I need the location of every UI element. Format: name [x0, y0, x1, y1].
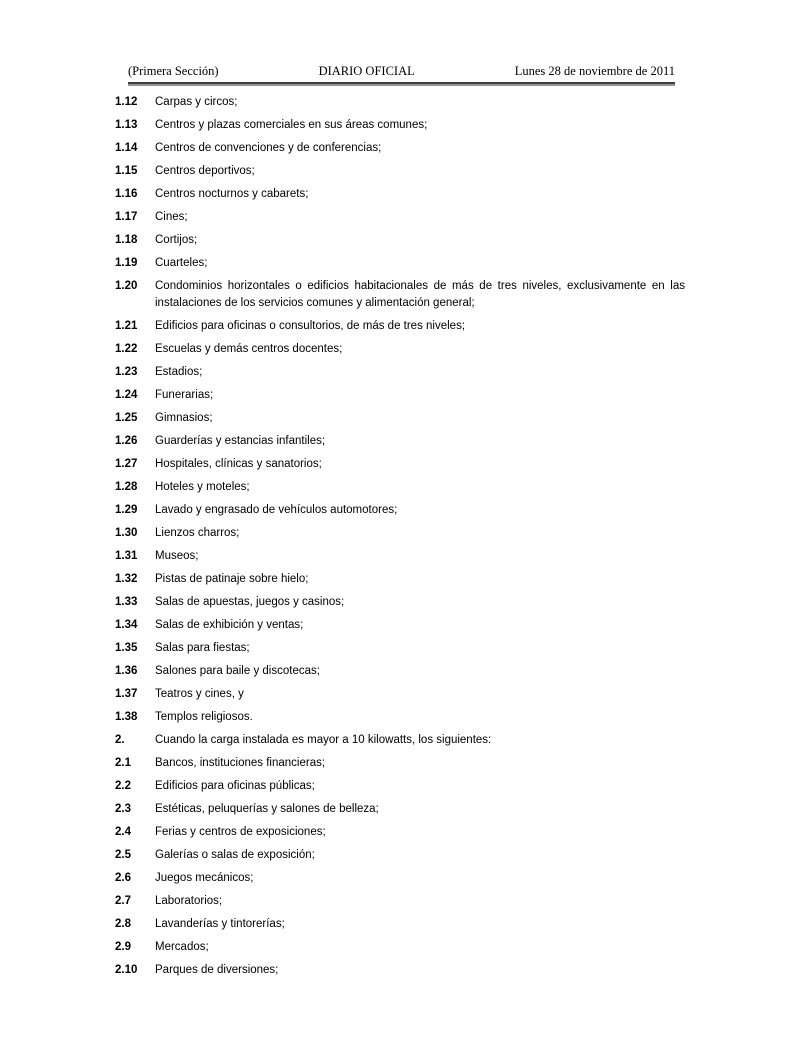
list-item-text: Museos; — [155, 550, 199, 562]
list-item — [115, 778, 685, 795]
list-item-text: Cuando la carga instalada es mayor a 10 kilowatts, los siguientes: — [155, 734, 492, 746]
list-item — [115, 117, 685, 134]
list-item-number: 2.4 — [115, 826, 131, 838]
list-item-text: Carpas y circos; — [155, 96, 238, 108]
list-item — [115, 617, 685, 634]
list-item-text: Pistas de patinaje sobre hielo; — [155, 573, 309, 585]
list-item-number: 1.28 — [115, 481, 138, 493]
list-item — [115, 255, 685, 272]
list-item — [115, 962, 685, 979]
list-item — [115, 186, 685, 203]
list-item — [115, 755, 685, 772]
list-item-text: Estadios; — [155, 366, 203, 378]
list-item-text: Edificios para oficinas o consultorios, de más de tres niveles; — [155, 320, 466, 332]
list-item-text: Condominios horizontales o edificios habitacionales de más de tres niveles, exclusivamente en las instalaciones de los servicios comunes y alimentación general; — [155, 280, 685, 309]
list-item-number: 2.5 — [115, 849, 131, 861]
list-item-text: Salas de exhibición y ventas; — [155, 619, 304, 631]
list-item-number: 1.15 — [115, 165, 138, 177]
list-item-number: 1.12 — [115, 96, 138, 108]
list-item-text: Salas de apuestas, juegos y casinos; — [155, 596, 345, 608]
header-rule — [128, 82, 675, 86]
list-item-number: 1.23 — [115, 366, 138, 378]
list-item — [115, 939, 685, 956]
list-item-text: Bancos, instituciones financieras; — [155, 757, 326, 769]
list-item — [115, 663, 685, 680]
list-item — [115, 456, 685, 473]
list-item — [115, 732, 685, 749]
list-item — [115, 594, 685, 611]
list-item-number: 2.10 — [115, 964, 138, 976]
list-item-number: 2.3 — [115, 803, 131, 815]
section-label: (Primera Sección) — [128, 64, 219, 78]
list-item-text: Cortijos; — [155, 234, 198, 246]
list-item — [115, 686, 685, 703]
list-item — [115, 318, 685, 335]
list-item-number: 1.35 — [115, 642, 138, 654]
list-item — [115, 364, 685, 381]
list-item — [115, 824, 685, 841]
list-item — [115, 209, 685, 226]
list-item-number: 1.34 — [115, 619, 138, 631]
list-item — [115, 870, 685, 887]
list-item-text: Galerías o salas de exposición; — [155, 849, 315, 861]
list-item-number: 1.22 — [115, 343, 138, 355]
list-item-text: Estéticas, peluquerías y salones de belleza; — [155, 803, 379, 815]
list-item — [115, 387, 685, 404]
list-item-text: Centros de convenciones y de conferencias; — [155, 142, 382, 154]
list-item-number: 1.18 — [115, 234, 138, 246]
list-item — [115, 94, 685, 111]
page-header — [128, 64, 675, 86]
list-item-number: 2.9 — [115, 941, 131, 953]
list-item-text: Cines; — [155, 211, 188, 223]
list-item-text: Mercados; — [155, 941, 209, 953]
list-item-number: 1.13 — [115, 119, 138, 131]
list-item — [115, 140, 685, 157]
list-item-number: 2.2 — [115, 780, 131, 792]
list-item — [115, 571, 685, 588]
list-item-text: Hospitales, clínicas y sanatorios; — [155, 458, 322, 470]
list-item-number: 1.19 — [115, 257, 138, 269]
list-item-text: Parques de diversiones; — [155, 964, 279, 976]
list-item-text: Centros y plazas comerciales en sus áreas comunes; — [155, 119, 428, 131]
list-item-number: 1.16 — [115, 188, 138, 200]
list-item — [115, 341, 685, 358]
list-item-number: 1.38 — [115, 711, 138, 723]
list-item — [115, 433, 685, 450]
list-item-text: Centros nocturnos y cabarets; — [155, 188, 309, 200]
publication-title: DIARIO OFICIAL — [318, 64, 415, 78]
list-item — [115, 232, 685, 249]
list-item-number: 1.17 — [115, 211, 138, 223]
list-item-number: 1.21 — [115, 320, 138, 332]
list-item — [115, 502, 685, 519]
list-item-text: Teatros y cines, y — [155, 688, 244, 700]
list-item-number: 1.31 — [115, 550, 138, 562]
list-item — [115, 847, 685, 864]
list-item-number: 1.27 — [115, 458, 138, 470]
list-item — [115, 893, 685, 910]
list-item-text: Templos religiosos. — [155, 711, 253, 723]
list-item-number: 1.24 — [115, 389, 138, 401]
list-item-number: 2. — [115, 734, 125, 746]
list-item-number: 1.30 — [115, 527, 138, 539]
list-item — [115, 163, 685, 180]
list-item-text: Hoteles y moteles; — [155, 481, 250, 493]
list-item-text: Lavanderías y tintorerías; — [155, 918, 285, 930]
date-label: Lunes 28 de noviembre de 2011 — [514, 64, 675, 78]
page-header-row — [128, 64, 675, 79]
list-item-number: 2.8 — [115, 918, 131, 930]
list-item-text: Edificios para oficinas públicas; — [155, 780, 315, 792]
list-item-text: Funerarias; — [155, 389, 214, 401]
list-item-number: 1.37 — [115, 688, 138, 700]
ordinance-list — [115, 94, 685, 985]
list-item — [115, 525, 685, 542]
list-item-number: 1.26 — [115, 435, 138, 447]
list-item-text: Lienzos charros; — [155, 527, 240, 539]
list-item — [115, 278, 685, 312]
list-item-text: Lavado y engrasado de vehículos automotores; — [155, 504, 398, 516]
list-item-number: 1.29 — [115, 504, 138, 516]
list-item-number: 2.7 — [115, 895, 131, 907]
list-item-text: Guarderías y estancias infantiles; — [155, 435, 326, 447]
list-item-number: 1.25 — [115, 412, 138, 424]
list-item — [115, 709, 685, 726]
list-item-text: Salas para fiestas; — [155, 642, 250, 654]
list-item-text: Juegos mecánicos; — [155, 872, 254, 884]
list-item-text: Laboratorios; — [155, 895, 223, 907]
list-item-text: Gimnasios; — [155, 412, 213, 424]
list-item — [115, 548, 685, 565]
list-item — [115, 916, 685, 933]
list-item-number: 1.33 — [115, 596, 138, 608]
list-item-number: 1.32 — [115, 573, 138, 585]
list-item-number: 1.20 — [115, 280, 138, 292]
list-item — [115, 479, 685, 496]
list-item — [115, 640, 685, 657]
list-item-number: 1.36 — [115, 665, 138, 677]
list-item-number: 1.14 — [115, 142, 138, 154]
list-item — [115, 801, 685, 818]
list-item-text: Cuarteles; — [155, 257, 208, 269]
list-item-text: Salones para baile y discotecas; — [155, 665, 320, 677]
list-item-number: 2.1 — [115, 757, 131, 769]
list-item-text: Escuelas y demás centros docentes; — [155, 343, 343, 355]
list-item-text: Ferias y centros de exposiciones; — [155, 826, 326, 838]
list-item-number: 2.6 — [115, 872, 131, 884]
list-item — [115, 410, 685, 427]
list-item-text: Centros deportivos; — [155, 165, 255, 177]
